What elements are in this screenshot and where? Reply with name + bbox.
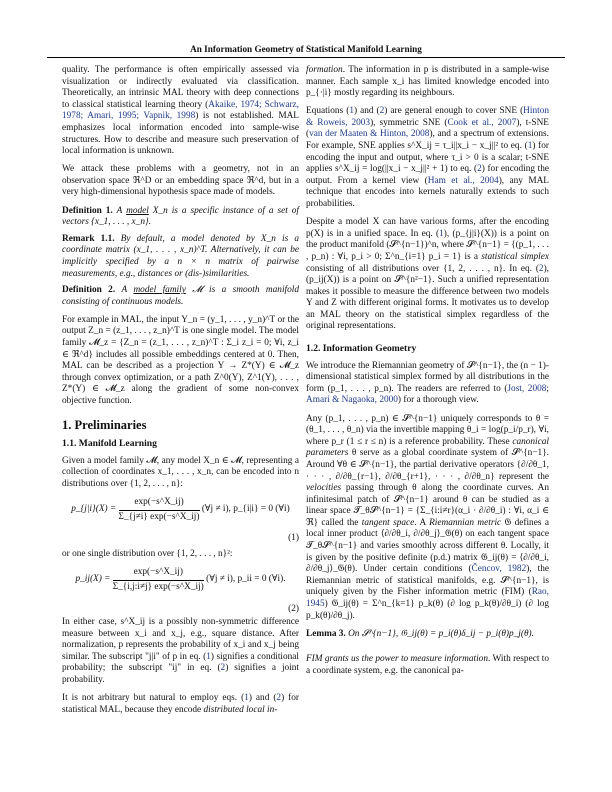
running-title: An Information Geometry of Statistical Manifold Learning [190,44,422,54]
citation-link[interactable]: Rao, 1945 [306,587,549,610]
equation-ref-link[interactable]: 2 [538,263,544,274]
paragraph-equations-general: Equations (1) and (2) are general enough to cover SNE (Hinton & Roweis, 2003), symmetric SNE (Cook et al., 2007), t-SNE (van der Maaten & Hinton, 2008), and a spectrum of extensions. For example, SNE applies s^X_ij = τ_i||x_i − x_j||² to eq. (1) for encoding the input and output, where τ_i > 0 is a scalar; t-SNE applies s^X_ij = log(||x_i − x_j||² + 1) to eq. (2) for encoding the output. From a kernel view (Ham et al., 2004), any MAL technique that encodes into kernels naturally extends to such probabilities. [306,106,549,210]
paragraph-single-distribution: or one single distribution over {1, 2, . . . , n}²: [62,549,233,559]
defined-term: model family [133,285,186,296]
equation-1: p_{j|i}(X) = $\frac{\exp(-s\^{}X\_ij)}{\Sigma\_\{j\ne i\} \exp(-s\^{}X\_ij)}$ (∀j ≠ i), p_{i|i} = 0 (∀i) (1) [71,497,299,544]
equation-ref-link[interactable]: 1 [244,693,249,704]
equation-ref-link[interactable]: 2 [379,106,385,117]
defined-term: model [126,205,149,216]
equation-ref-link[interactable]: 1 [439,228,444,239]
citation-link[interactable]: Cook et al., 2007 [447,117,517,128]
equation-ref-link[interactable]: 1 [349,106,354,117]
subsection-heading-manifold-learning: 1.1. Manifold Learning [62,438,157,450]
section-heading-preliminaries: 1. Preliminaries [62,417,147,432]
citation-link[interactable]: Čencov, 1982 [471,564,527,575]
equation-ref-link[interactable]: 2 [477,164,482,175]
definition-2: Definition 2. A model family 𝓜 is a smooth manifold consisting of continuous models. [62,285,299,307]
equation-ref-link[interactable]: 2 [276,693,282,704]
paragraph-canonical-parameters: Any (p_1, . . . , p_n) ∈ 𝓢^{n−1} uniquely corresponds to θ = (θ_1, . . . , θ_n) via the invertible mapping θ_i = log(p_i/p_r), ∀i, where p_r (1 ≤ r ≤ n) is a reference probability. These canonical parameters θ serve as a global coordinate system of 𝓢^{n−1}. Around ∀θ ∈ 𝓢^{n−1}, the partial derivative operators {∂/∂θ_1, · · · , ∂/∂θ_{r−1}, ∂/∂θ_{r+1}, · · · , ∂/∂θ_n} represent the velocities passing through θ along the coordinate curves. An infinitesimal patch of 𝓢^{n−1} around θ can be studied as a linear space 𝓣_θ𝓢^{n−1} = {Σ_{i:i≠r}(α_i · ∂/∂θ_i) : ∀i, α_i ∈ ℜ} called the tangent space. A Riemannian metric 𝔊 defines a local inner product ⟨∂/∂θ_i, ∂/∂θ_j⟩_𝔊(θ) on each tangent space 𝓣_θ𝓢^{n−1} and varies smoothly across different θ. Locally, it is given by the positive definite (p.d.) matrix 𝔊_ij(θ) = ⟨∂/∂θ_i, ∂/∂θ_j⟩_𝔊(θ). Under certain conditions (Čencov, 1982), the Riemannian metric of statistical manifolds, e.g. 𝓢^{n−1}, is uniquely given by the Fisher information metric (FIM) (Rao, 1945) 𝔊_ij(θ) = Σ^n_{k=1} p_k(θ) (∂ log p_k(θ)/∂θ_i) (∂ log p_k(θ)/∂θ_j). [306,413,549,621]
definition-1: Definition 1. A model X_n is a specific instance of a set of vectors {x_1, . . . , x_n}. [62,205,300,228]
equation-2: p_ij(X) = $\frac{\exp(-s\^{}X\_ij)}{\Sigma\_\{i,j:i\ne j\} \exp(-s\^{}X\_ij)}$ (∀j ≠ i), p_ii = 0 (∀i). (2) [75,567,299,614]
paragraph-example: For example in MAL, the input Y_n = (y_1, . . . , y_n)^T or the output Z_n = (z_1, . . . , z_n)^T is one single model. The model family 𝓜_z = {Z_n = (z_1, . . . , z_n)^T : Σ_i z_i = 0; ∀i, z_i ∈ ℜ^d} includes all possible embeddings centered at 0. Then, MAL can be described as a projection Y → Z*(Y) ∈ 𝓜_z through convex optimization, or a path Z^0(Y), Z^1(Y), . . . , Z*(Y) ∈ 𝓜_z along the gradient of some non-convex objective function. [62,314,299,406]
citation-link[interactable]: Jost, 2008 [507,383,547,394]
lemma-3: Lemma 3. On 𝓢^{n−1}, 𝔊_ij(θ) = p_i(θ)δ_ij − p_i(θ)p_j(θ). [306,628,534,639]
paragraph-fim: FIM grants us the power to measure information. With respect to a coordinate system, e.g. the canonical pa- [306,654,549,676]
equation-ref-link[interactable]: 2 [220,663,226,674]
equation-number: (1) [288,533,299,544]
paragraph-natural: It is not arbitrary but natural to employ eqs. (1) and (2) for statistical MAL, because they encode distributed local in- [62,693,299,715]
equation-ref-link[interactable]: 1 [527,141,533,152]
citation-link[interactable]: van der Maaten & Hinton, 2008 [309,129,430,140]
paragraph-intro-1: quality. The performance is often empirically assessed via visualization or indirectly evaluated via classification. Theoretically, an intrinsic MAL theory with deep connections to classical statistical learning theory (Akaike, 1974; Schwarz, 1978; Amari, 1995; Vapnik, 1998) is not established. MAL emphasizes local information encoded into sample-wise structures. How to describe and measure such preservation of local information is unknown. [62,65,299,157]
remark-1-1: Remark 1.1. By default, a model denoted by X_n is a coordinate matrix (x_1, . . . , x_n)^T. Alternatively, it can be implicitly specified by a n × n matrix of pairwise measurements, e.g., distances or (dis-)similarities. [62,233,299,279]
citation-link[interactable]: Ham et al., 2004 [427,175,499,186]
paragraph-despite: Despite a model X can have various forms, after the encoding p(X) is in a unified space. In eq. (1), (p_{j|i}(X)) is a point on the product manifold (𝓢^{n−1})^n, where 𝓢^{n−1} = {(p_1, . . . , p_n) : ∀i, p_i > 0; Σ^n_{i=1} p_i = 1} is a statistical simplex consisting of all distributions over {1, 2, . . . , n}. In eq. (2), (p_ij(X)) is a point on 𝓢^{n²−1}. Such a unified representation makes it possible to measure the difference between two models Y and Z with different original forms. It motivates us to develop an MAL theory on the statistical simplex regardless of the original representations. [306,217,550,332]
paragraph-manifold-learning: Given a model family 𝓜, any model X_n ∈ 𝓜, representing a collection of coordinates x_1, . . . , x_n, can be encoded into n distributions over {1, 2, . . . , n}: [62,455,299,489]
paragraph-either-case: In either case, s^X_ij is a possibly non-symmetric difference measure between x_i and x_j, e.g., square distance. After normalization, p represents the probability of x_i and x_j being similar. The subscript "j|i" of p in eq. (1) signifies a conditional probability; the subscript "ij" in eq. (2) signifies a joint probability. [62,617,300,686]
subsection-heading-information-geometry: 1.2. Information Geometry [306,343,417,355]
citation-link[interactable]: Hinton & Roweis, 2003 [306,106,549,128]
paragraph-riemannian: We introduce the Riemannian geometry of 𝓢^{n−1}, the (n − 1)-dimensional statistical simplex formed by all distributions in the form (p_1, . . . , p_n). The readers are referred to (Jost, 2008; Amari & Nagaoka, 2000) for a thorough view. [306,360,549,406]
citation-link[interactable]: Amari & Nagaoka, 2000 [306,395,398,406]
left-column [62,65,299,723]
paragraph-continuation: formation. The information in p is distributed in a sample-wise manner. Each sample x_i has limited knowledge encoded into p_{·|i} mostly regarding its neighbours. [306,65,549,99]
equation-ref-link[interactable]: 1 [206,651,211,662]
header-rule [47,57,565,58]
right-column [306,65,549,684]
paragraph-intro-2: We attack these problems with a geometry, not in an observation space ℜ^D or an embedding space ℜ^d, but in a very high-dimensional hypothesis space made of models. [62,164,299,198]
equation-number: (2) [288,603,299,614]
citation-link[interactable]: Akaike, 1974; Schwarz, 1978; Amari, 1995; Vapnik, 1998 [62,99,299,122]
